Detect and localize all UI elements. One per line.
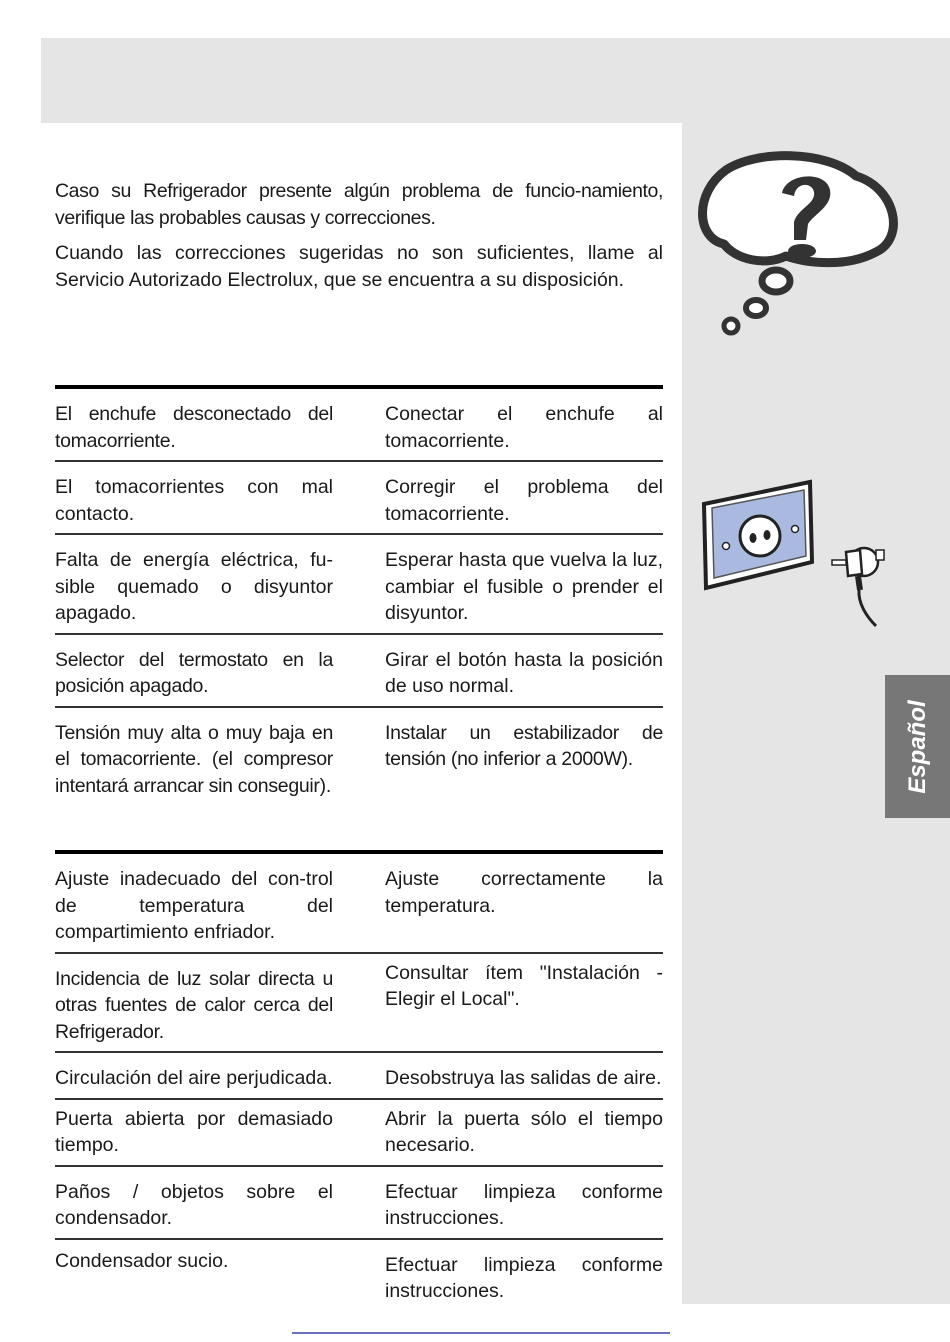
language-tab[interactable]: [885, 675, 950, 818]
table-row: [55, 1053, 663, 1100]
table-row: [55, 1240, 663, 1311]
fix-cell: Girar el botón hasta la posición de uso normal.: [385, 648, 663, 697]
footer-rule: [292, 1332, 670, 1334]
cause-cell: El enchufe desconectado del tomacorriente.: [55, 403, 333, 452]
cause-cell: Circulación del aire perjudicada.: [55, 1067, 333, 1089]
table-row: [55, 708, 663, 806]
outlet-socket: [740, 516, 780, 556]
table-row: [55, 1167, 663, 1240]
intro-paragraph-1: Caso su Refrigerador presente algún problema de funcio-namiento, verifique las probables causas y correcciones.: [55, 180, 663, 229]
intro-paragraph-2: Cuando las correcciones sugeridas no son suficientes, llame al Servicio Autorizado Electrolux, que se encuentra a su disposición.: [55, 242, 663, 291]
outlet-screw-left: [723, 543, 730, 550]
thought-bubble-large: [762, 270, 790, 292]
question-dot: [788, 244, 816, 258]
fix-cell: Conectar el enchufe al tomacorriente.: [385, 403, 663, 452]
cause-cell: Selector del termostato en la posición apagado.: [55, 648, 333, 697]
cause-cell: Incidencia de luz solar directa u otras fuentes de calor cerca del Refrigerador.: [55, 967, 333, 1043]
fix-cell: Efectuar limpieza conforme instrucciones.: [385, 1253, 663, 1302]
fix-cell: Desobstruya las salidas de aire.: [385, 1067, 662, 1089]
table-row: [55, 854, 663, 954]
language-tab-label: Español: [903, 699, 931, 794]
outlet-screw-right: [792, 526, 799, 533]
cause-cell: Falta de energía eléctrica, fu-sible quemado o disyuntor apagado.: [55, 549, 333, 624]
thought-bubble-small: [724, 319, 738, 333]
cause-cell: Condensador sucio.: [55, 1249, 229, 1272]
cause-cell: Ajuste inadecuado del con-trol de temperatura del compartimiento enfriador.: [55, 868, 333, 943]
cause-cell: El tomacorrientes con mal contacto.: [55, 476, 333, 525]
troubleshooting-table-cooling: [55, 850, 663, 1311]
fix-cell: Instalar un estabilizador de tensión (no inferior a 2000W).: [385, 721, 663, 770]
table-row: [55, 954, 663, 1054]
table-row: [55, 389, 663, 462]
fix-cell: Abrir la puerta sólo el tiempo necesario.: [385, 1107, 663, 1156]
table-row: [55, 535, 663, 635]
plug-cord: [859, 590, 876, 626]
thought-bubble-medium: [746, 300, 766, 316]
cause-cell: Tensión muy alta o muy baja en el tomacorriente. (el compresor intentará arrancar sin conseguir).: [55, 721, 333, 797]
table-row: [55, 1100, 663, 1167]
fix-cell: Esperar hasta que vuelva la luz, cambiar el fusible o prender el disyuntor.: [385, 549, 663, 624]
fix-cell: Consultar ítem "Instalación - Elegir el Local".: [385, 961, 663, 1010]
power-outlet-plug-icon: [698, 478, 890, 628]
table-row: [55, 635, 663, 708]
fix-cell: Corregir el problema del tomacorriente.: [385, 476, 663, 525]
table-row: [55, 462, 663, 535]
cause-cell: Puerta abierta por demasiado tiempo.: [55, 1107, 333, 1156]
fix-cell: Efectuar limpieza conforme instrucciones.: [385, 1180, 663, 1229]
thought-bubble-question-icon: [696, 148, 902, 340]
troubleshooting-table-power: [55, 385, 663, 805]
intro-text: [55, 178, 663, 294]
cause-cell: Paños / objetos sobre el condensador.: [55, 1180, 333, 1229]
header-band: [41, 38, 950, 123]
fix-cell: Ajuste correctamente la temperatura.: [385, 868, 663, 917]
